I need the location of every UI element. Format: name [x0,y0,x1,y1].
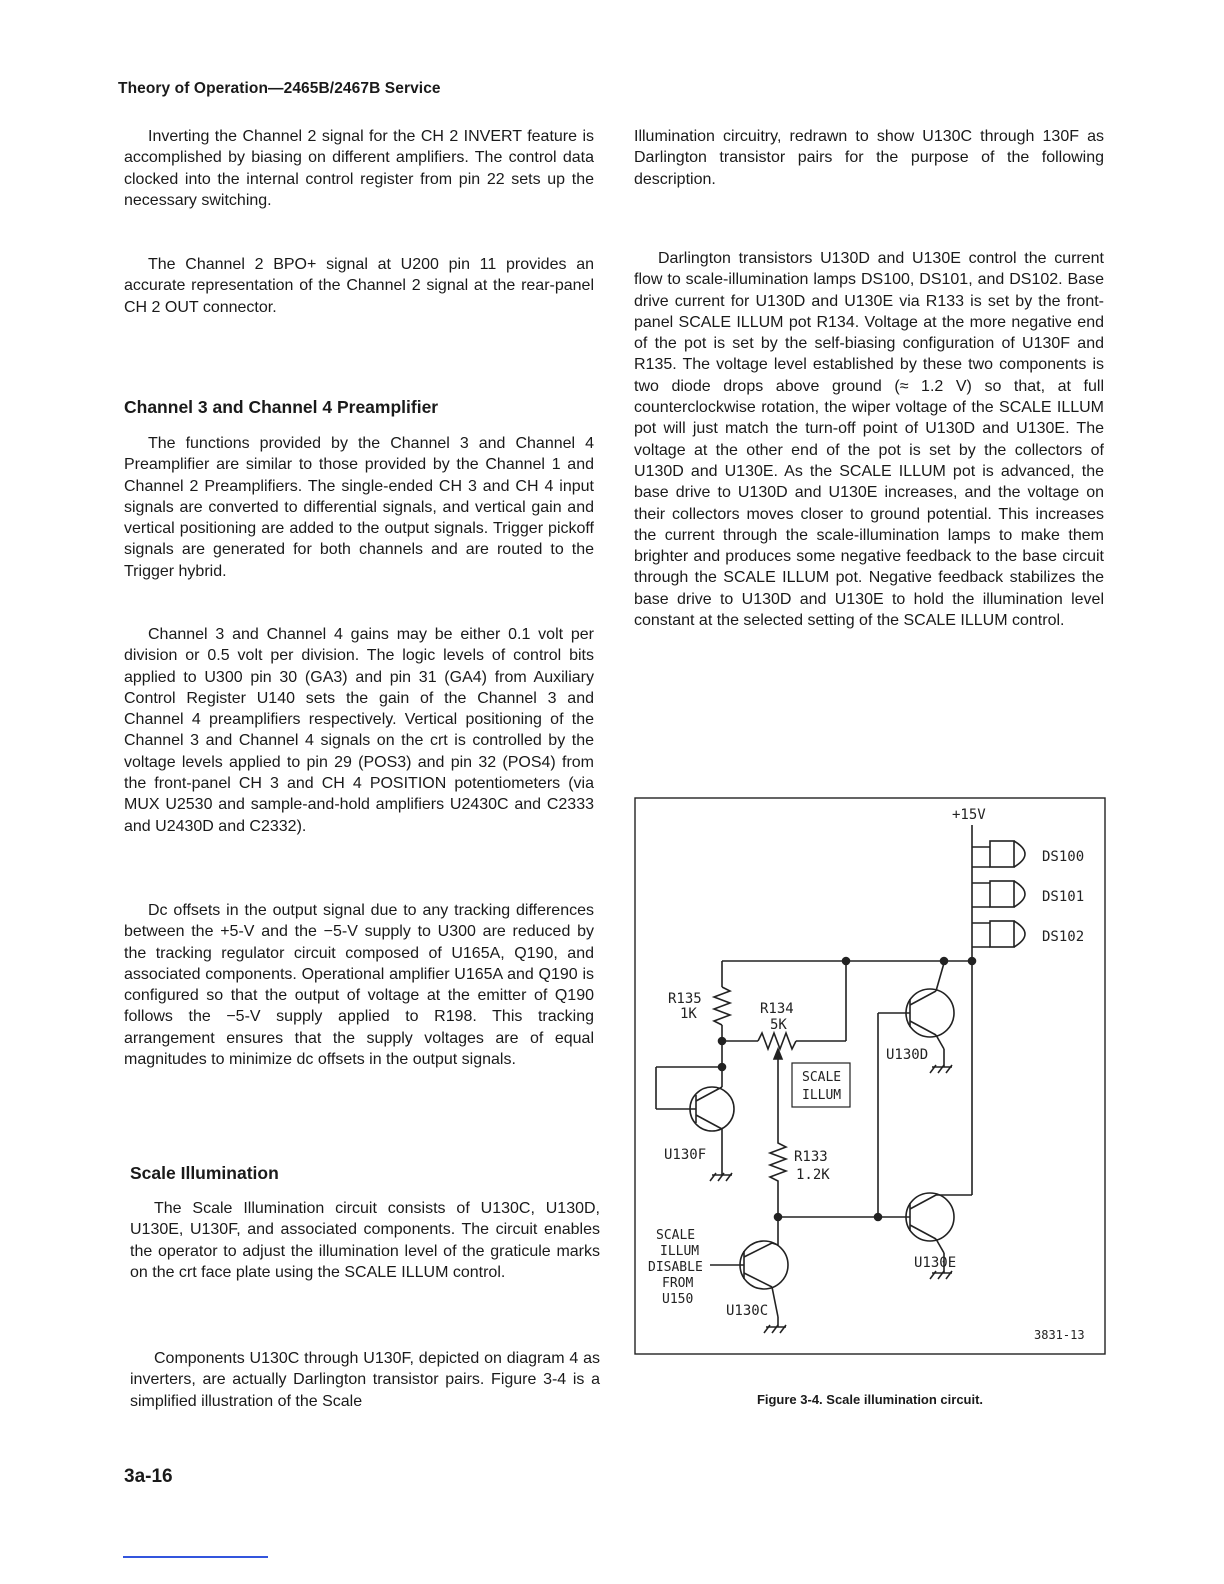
r135-value: 1K [680,1006,697,1022]
paragraph: The functions provided by the Channel 3 and Channel 4 Preamplifier are similar to those provided by the Channel 1 and Channel 2 Preamplifiers. The single-ended CH 3 and CH 4 input signals are converted to differential signals, and vertical gain and vertical positioning are added to the output signals. Trigger pickoff signals are generated for both channels and are routed to the Trigger hybrid. [124,435,594,580]
paragraph: The Channel 2 BPO+ signal at U200 pin 11 provides an accurate representation of the Channel 2 signal at the rear-panel CH 2 OUT connector. [124,256,594,316]
lamp-label: DS101 [1042,889,1085,905]
r135-label: R135 [668,991,702,1007]
r134-label: R134 [760,1001,794,1017]
left-column [124,433,594,582]
lamp-icon [972,841,1025,867]
left-column [130,1348,600,1412]
left-column [124,624,594,837]
right-column [634,248,1104,631]
disable-label: SCALE [656,1228,696,1243]
u130d-label: U130D [886,1047,929,1063]
figure-reference: 3831-13 [1034,1328,1085,1342]
lamp-icon [972,881,1025,907]
left-column [130,1163,600,1184]
r133-label: R133 [794,1149,828,1165]
r133-value: 1.2K [796,1167,830,1183]
disable-label: U150 [662,1292,694,1307]
u130c-label: U130C [726,1303,769,1319]
disable-label: ILLUM [660,1244,700,1259]
left-column [124,397,594,418]
section-heading-channel-3-4: Channel 3 and Channel 4 Preamplifier [124,397,439,417]
left-column [130,1198,600,1283]
paragraph: Darlington transistors U130D and U130E control the current flow to scale-illumination lamps DS100, DS101, and DS102. Base drive current for U130D and U130E via R133 is set by the front-panel SCALE ILLUM pot R134. Voltage at the more negative end of the pot is set by the self-biasing configuration of U130F and R135. The voltage level established by these two components is two diode drops above ground (≈ 1.2 V) so that, at full counterclockwise rotation, the wiper voltage of the SCALE ILLUM pot will just match the turn-off point of U130D and U130E. The voltage at the other end of the pot is set by the collectors of U130D and U130E. As the SCALE ILLUM pot is advanced, the base drive to U130D and U130E increases, and the voltage on their collectors moves closer to ground potential. This increases the current through the scale-illumination lamps to make them brighter and produces some negative feedback to the base circuit through the SCALE ILLUM pot. Negative feedback stabilizes the base drive to U130D and U130E to hold the illumination level constant at the selected setting of the SCALE ILLUM control. [634,250,1104,630]
disable-label: DISABLE [648,1260,703,1275]
pot-label: SCALE [802,1070,842,1085]
scale-illumination-schematic [634,797,1106,1357]
left-column [124,900,594,1070]
pot-label: ILLUM [802,1088,842,1103]
figure-caption: Figure 3-4. Scale illumination circuit. [756,1392,984,1407]
left-column [124,126,594,211]
lamp-icon [972,921,1025,947]
paragraph: Channel 3 and Channel 4 gains may be either 0.1 volt per division or 0.5 volt per division. The logic levels of control bits applied to U300 pin 30 (GA3) and pin 31 (GA4) from Auxiliary Control Register U140 sets the gain of the Channel 3 and Channel 4 preamplifiers respectively. Vertical positioning of the Channel 3 and Channel 4 signals on the crt is controlled by the voltage levels applied to pin 29 (POS3) and pin 32 (POS4) from the front-panel CH 3 and CH 4 POSITION potentiometers (via MUX U2530 and sample-and-hold amplifiers U2430C and C2333 and U2430D and C2332). [124,626,594,835]
supply-label: +15V [952,807,986,823]
u130e-label: U130E [914,1255,957,1271]
paragraph: Components U130C through U130F, depicted on diagram 4 as inverters, are actually Darlington transistor pairs. Figure 3-4 is a simplified illustration of the Scale [130,1350,600,1410]
u130f-label: U130F [664,1147,707,1163]
left-column [124,254,594,318]
paragraph: Illumination circuitry, redrawn to show U130C through 130F as Darlington transistor pairs for the purpose of the following description. [634,128,1104,188]
paragraph: The Scale Illumination circuit consists of U130C, U130D, U130E, U130F, and associated components. The circuit enables the operator to adjust the illumination level of the graticule marks on the crt face plate using the SCALE ILLUM control. [130,1200,600,1281]
r134-value: 5K [770,1017,787,1033]
page-number: 3a-16 [124,1466,173,1487]
footer-rule [123,1556,268,1558]
disable-label: FROM [662,1276,694,1291]
right-column [634,126,1104,190]
lamp-label: DS100 [1042,849,1085,865]
page-header: Theory of Operation—2465B/2467B Service [118,80,441,97]
lamp-label: DS102 [1042,929,1085,945]
paragraph: Inverting the Channel 2 signal for the CH 2 INVERT feature is accomplished by biasing on different amplifiers. The control data clocked into the internal control register from pin 22 sets up the necessary switching. [124,128,594,209]
paragraph: Dc offsets in the output signal due to any tracking differences between the +5-V and the −5-V supply to U300 are reduced by the tracking regulator circuit composed of U165A, Q190, and associated components. Operational amplifier U165A and Q190 is configured so that the output of voltage at the emitter of Q190 follows the −5-V supply applied to R198. This tracking arrangement ensures that the supply voltages are of equal magnitudes to minimize dc offsets in the output signals. [124,902,594,1069]
section-heading-scale-illumination: Scale Illumination [130,1163,279,1183]
